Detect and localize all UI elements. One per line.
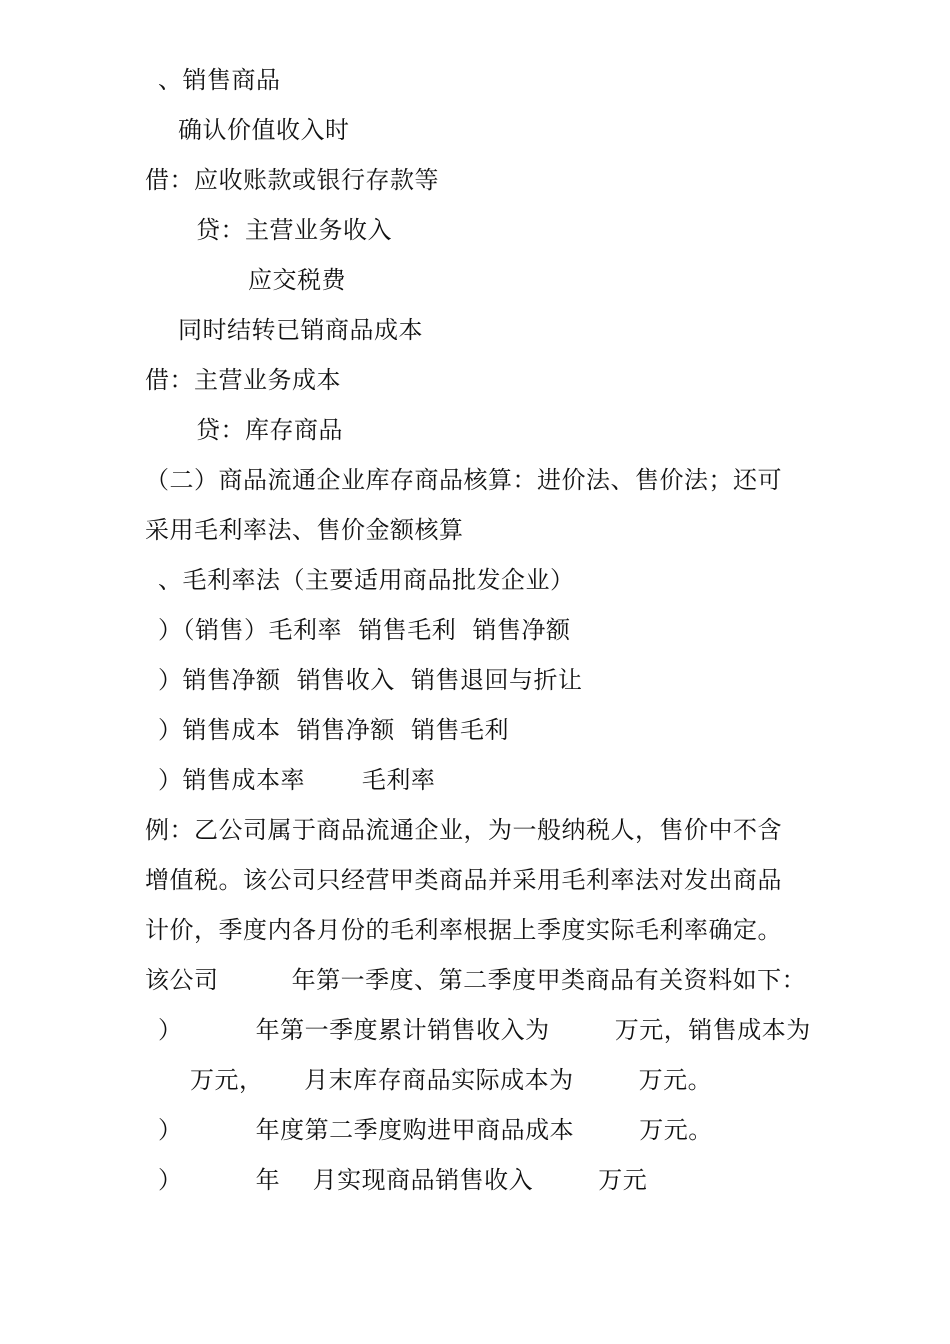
example-paragraph-line-1: 例：乙公司属于商品流通企业，为一般纳税人，售价中不含: [145, 816, 782, 844]
entry-credit-main-revenue: 贷：主营业务收入: [196, 216, 392, 244]
example-item-2: ） 年度第二季度购进甲商品成本 万元。: [158, 1116, 713, 1144]
entry-credit-inventory: 贷：库存商品: [196, 416, 343, 444]
text-inventory-methods: 采用毛利率法、售价金额核算: [145, 516, 464, 544]
entry-debit-receivable: 借：应收账款或银行存款等: [145, 166, 439, 194]
formula-gross-margin-rate: ）（销售）毛利率 销售毛利 销售净额: [158, 616, 571, 644]
formula-cost-rate: ）销售成本率 毛利率: [158, 766, 436, 794]
heading-sell-goods: 、销售商品: [158, 66, 281, 94]
example-paragraph-line-3: 计价，季度内各月份的毛利率根据上季度实际毛利率确定。: [145, 916, 782, 944]
text-transfer-cost: 同时结转已销商品成本: [178, 316, 423, 344]
heading-inventory-accounting: （二）商品流通企业库存商品核算：进价法、售价法；还可: [145, 466, 782, 494]
example-paragraph-line-2: 增值税。该公司只经营甲类商品并采用毛利率法对发出商品: [145, 866, 782, 894]
entry-credit-tax-payable: 应交税费: [248, 266, 346, 294]
formula-cost-of-sales: ）销售成本 销售净额 销售毛利: [158, 716, 510, 744]
entry-debit-main-cost: 借：主营业务成本: [145, 366, 341, 394]
example-item-3: ） 年 月实现商品销售收入 万元: [158, 1166, 648, 1194]
heading-gross-margin-method: 、毛利率法（主要适用商品批发企业）: [158, 566, 575, 594]
example-item-1-line-2: 万元， 月末库存商品实际成本为 万元。: [190, 1066, 713, 1094]
example-item-1-line-1: ） 年第一季度累计销售收入为 万元，销售成本为: [158, 1016, 811, 1044]
text-recognize-revenue: 确认价值收入时: [178, 116, 350, 144]
formula-net-sales: ）销售净额 销售收入 销售退回与折让: [158, 666, 583, 694]
example-paragraph-line-4: 该公司 年第一季度、第二季度甲类商品有关资料如下：: [145, 966, 807, 994]
